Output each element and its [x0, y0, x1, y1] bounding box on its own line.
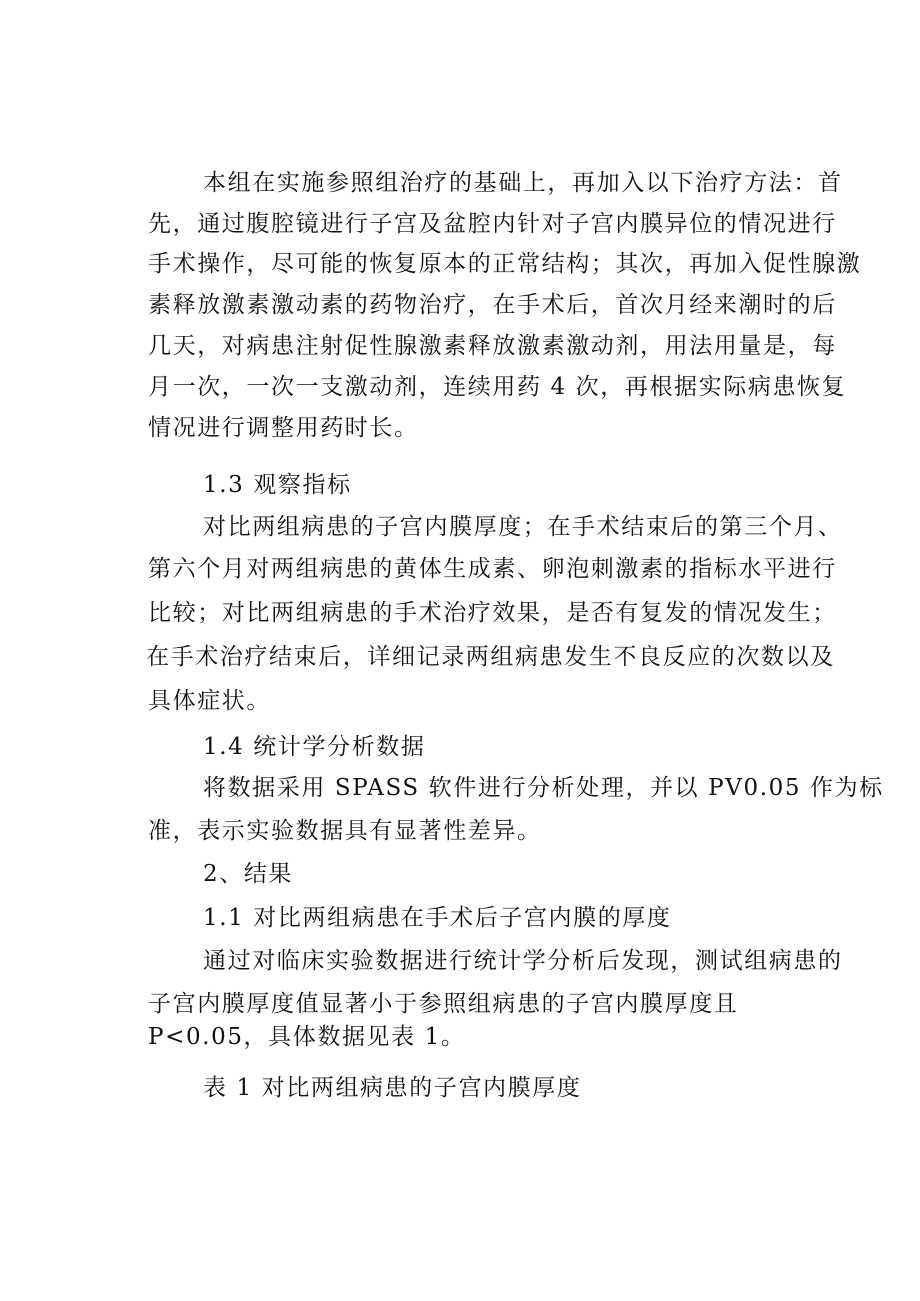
paragraph-1-line-7: 情况进行调整用药时长。: [148, 415, 419, 441]
section-heading-2: 2、结果: [203, 861, 294, 887]
paragraph-2-line-2: 第六个月对两组病患的黄体生成素、卵泡刺激素的指标水平进行: [148, 556, 837, 582]
paragraph-1-line-4: 素释放激素激动素的药物治疗，在手术后，首次月经来潮时的后: [148, 292, 837, 318]
paragraph-1-line-1: 本组在实施参照组治疗的基础上，再加入以下治疗方法：首: [203, 170, 843, 196]
paragraph-1-line-2: 先，通过腹腔镜进行子宫及盆腔内针对子宫内膜异位的情况进行: [148, 211, 837, 237]
paragraph-2-line-5: 具体症状。: [148, 688, 271, 714]
section-heading-1-1: 1.1 对比两组病患在手术后子宫内膜的厚度: [203, 905, 672, 931]
paragraph-1-line-6: 月一次，一次一支激动剂，连续用药 4 次，再根据实际病患恢复: [148, 374, 847, 400]
paragraph-3-line-2: 准，表示实验数据具有显著性差异。: [148, 818, 542, 844]
paragraph-4-line-3: P<0.05，具体数据见表 1。: [148, 1024, 466, 1050]
paragraph-2-line-1: 对比两组病患的子宫内膜厚度；在手术结束后的第三个月、: [203, 514, 843, 540]
table-caption: 表 1 对比两组病患的子宫内膜厚度: [203, 1075, 582, 1101]
section-heading-1-4: 1.4 统计学分析数据: [203, 734, 426, 760]
paragraph-2-line-3: 比较；对比两组病患的手术治疗效果，是否有复发的情况发生；: [148, 600, 837, 626]
paragraph-4-line-1: 通过对临床实验数据进行统计学分析后发现，测试组病患的: [203, 948, 843, 974]
paragraph-4-line-2: 子宫内膜厚度值显著小于参照组病患的子宫内膜厚度且: [148, 991, 739, 1017]
section-heading-1-3: 1.3 观察指标: [203, 472, 352, 498]
paragraph-1-line-5: 几天，对病患注射促性腺激素释放激素激动剂，用法用量是，每: [148, 333, 837, 359]
paragraph-3-line-1: 将数据采用 SPASS 软件进行分析处理，并以 PV0.05 作为标: [203, 775, 884, 801]
paragraph-2-line-4: 在手术治疗结束后，详细记录两组病患发生不良反应的次数以及: [146, 644, 835, 670]
paragraph-1-line-3: 手术操作，尽可能的恢复原本的正常结构；其次，再加入促性腺激: [148, 251, 862, 277]
